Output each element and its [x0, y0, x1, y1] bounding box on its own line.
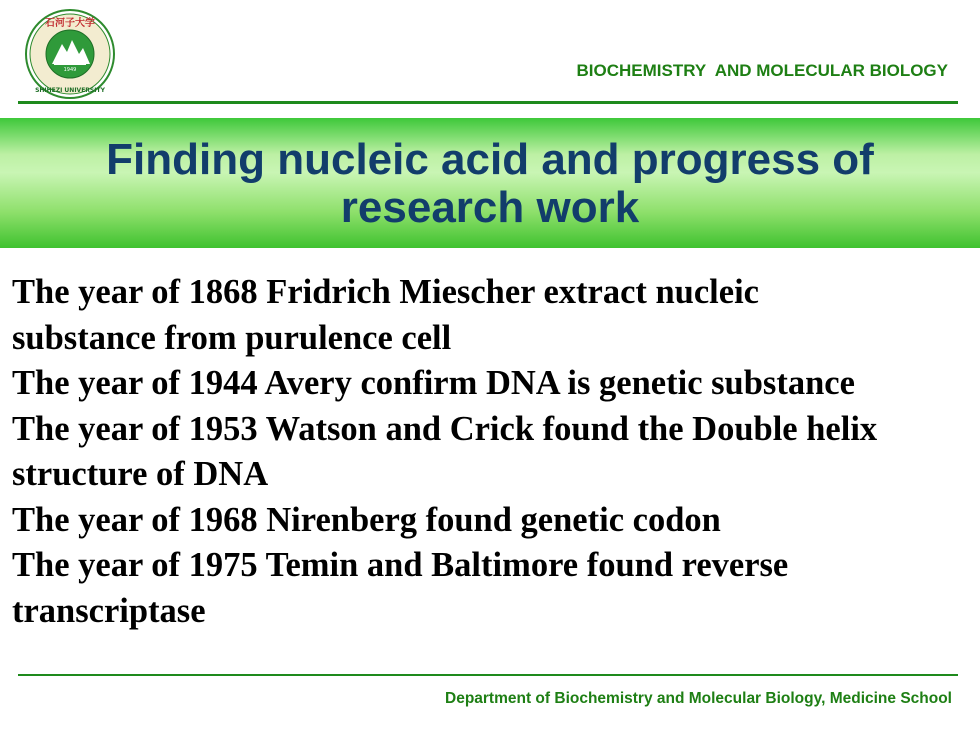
body-line: The year of 1968 Nirenberg found genetic codon [12, 500, 721, 539]
university-logo [24, 8, 116, 100]
svg-text:SHIHEZI UNIVERSITY: SHIHEZI UNIVERSITY [35, 87, 105, 94]
svg-text:石河子大学: 石河子大学 [45, 18, 95, 29]
footer-department: Department of Biochemistry and Molecular Biology, Medicine School [445, 690, 952, 707]
body-line: The year of 1868 Fridrich Miescher extract nucleic [12, 273, 759, 311]
slide-title-line-1: Finding nucleic acid and progress of [106, 135, 874, 184]
slide-body [12, 270, 972, 634]
body-line: The year of 1953 Watson and Crick found the Double helix [12, 409, 878, 448]
header-divider [18, 101, 958, 104]
footer-divider [18, 674, 958, 676]
body-line: structure of DNA [12, 455, 269, 493]
body-line: transcriptase [12, 591, 206, 630]
body-line: The year of 1944 Avery confirm DNA is genetic substance [12, 364, 855, 402]
header-title: BIOCHEMISTRY AND MOLECULAR BIOLOGY [576, 61, 948, 80]
svg-text:1949: 1949 [63, 67, 77, 73]
body-line: substance from purulence cell [12, 318, 452, 357]
slide-title [0, 136, 980, 232]
university-seal-icon [24, 8, 116, 100]
body-line: The year of 1975 Temin and Baltimore found reverse [12, 546, 789, 584]
slide-title-line-2: research work [340, 183, 640, 232]
